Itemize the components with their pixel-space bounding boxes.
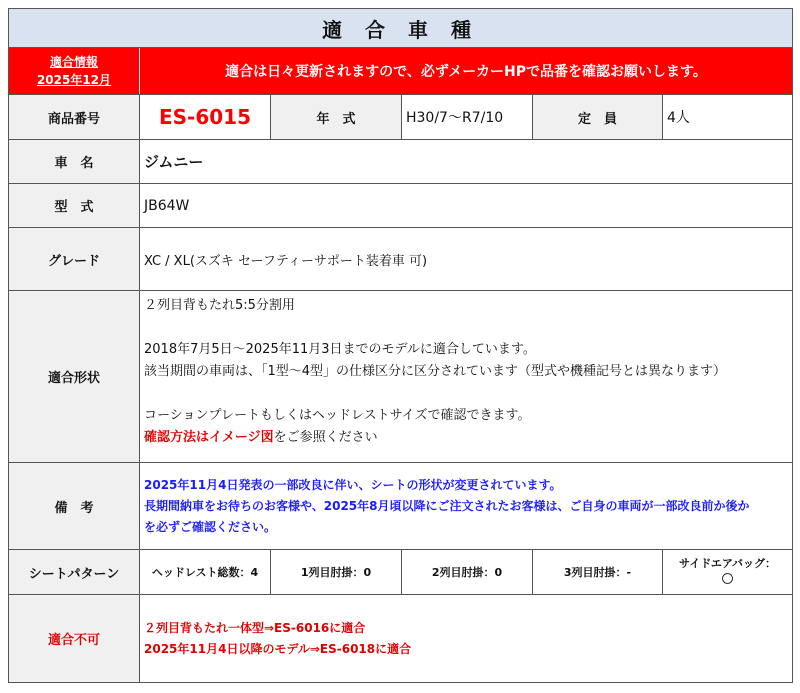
grade-value: XC / XL(スズキ セーフティーサポート装着車 可) xyxy=(140,228,793,291)
circle-icon xyxy=(722,573,733,584)
seat-pattern-label: シートパターン xyxy=(9,550,140,595)
shape-line2: 2018年7月5日～2025年11月3日までのモデルに適合しています。 xyxy=(144,342,536,357)
row2-armrest: 2列目肘掛：0 xyxy=(402,550,533,595)
car-name-label: 車 名 xyxy=(9,140,140,184)
info-label xyxy=(9,48,140,95)
remarks-line2: 長期間納車をお待ちのお客様や、2025年8月頃以降にご注文されたお客様は、ご自身の車両が一部改良前か後か xyxy=(144,498,750,513)
info-label-date: 2025年12月 xyxy=(36,73,112,87)
headrest-count: ヘッドレスト総数：4 xyxy=(140,550,271,595)
info-label-line1: 適合情報 xyxy=(49,55,98,69)
not-compatible-label: 適合不可 xyxy=(9,595,140,683)
car-name-value: ジムニー xyxy=(140,140,793,184)
not-compatible-line1: ２列目背もたれ一体型⇒ES-6016に適合 xyxy=(144,620,366,635)
remarks-label: 備 考 xyxy=(9,463,140,550)
product-number: ES-6015 xyxy=(140,95,271,140)
remarks-line3: を必ずご確認ください。 xyxy=(144,519,277,534)
year-label: 年 式 xyxy=(271,95,402,140)
grade-label: グレード xyxy=(9,228,140,291)
row1-armrest: 1列目肘掛：0 xyxy=(271,550,402,595)
model-label: 型 式 xyxy=(9,184,140,228)
remarks-details xyxy=(140,463,793,550)
product-number-label: 商品番号 xyxy=(9,95,140,140)
year-value: H30/7〜R7/10 xyxy=(402,95,533,140)
shape-line5 xyxy=(144,427,788,449)
shape-line4: コーションプレートもしくはヘッドレストサイズで確認できます。 xyxy=(144,408,531,423)
not-compatible-line2: 2025年11月4日以降のモデル⇒ES-6018に適合 xyxy=(144,641,412,656)
shape-details xyxy=(140,291,793,463)
capacity-value: 4人 xyxy=(663,95,793,140)
shape-line1: ２列目背もたれ5:5分割用 xyxy=(144,298,295,313)
row3-armrest: 3列目肘掛：- xyxy=(533,550,663,595)
shape-line3: 該当期間の車両は、「1型～4型」の仕様区分に区分されています（型式や機種記号とは異なります） xyxy=(144,364,727,379)
not-compatible-details xyxy=(140,595,793,683)
side-airbag-label: サイドエアバッグ： xyxy=(679,557,776,570)
shape-line5-rest: をご参照ください xyxy=(273,430,378,445)
capacity-label: 定 員 xyxy=(533,95,663,140)
model-value: JB64W xyxy=(140,184,793,228)
compatibility-table xyxy=(8,8,793,683)
side-airbag xyxy=(663,550,793,595)
remarks-line1: 2025年11月4日発表の一部改良に伴い、シートの形状が変更されています。 xyxy=(144,477,562,492)
image-reference-link[interactable]: 確認方法はイメージ図 xyxy=(144,430,274,445)
shape-label: 適合形状 xyxy=(9,291,140,463)
page-title: 適 合 車 種 xyxy=(9,9,793,48)
update-notice: 適合は日々更新されますので、必ずメーカーHPで品番を確認お願いします。 xyxy=(140,48,793,95)
